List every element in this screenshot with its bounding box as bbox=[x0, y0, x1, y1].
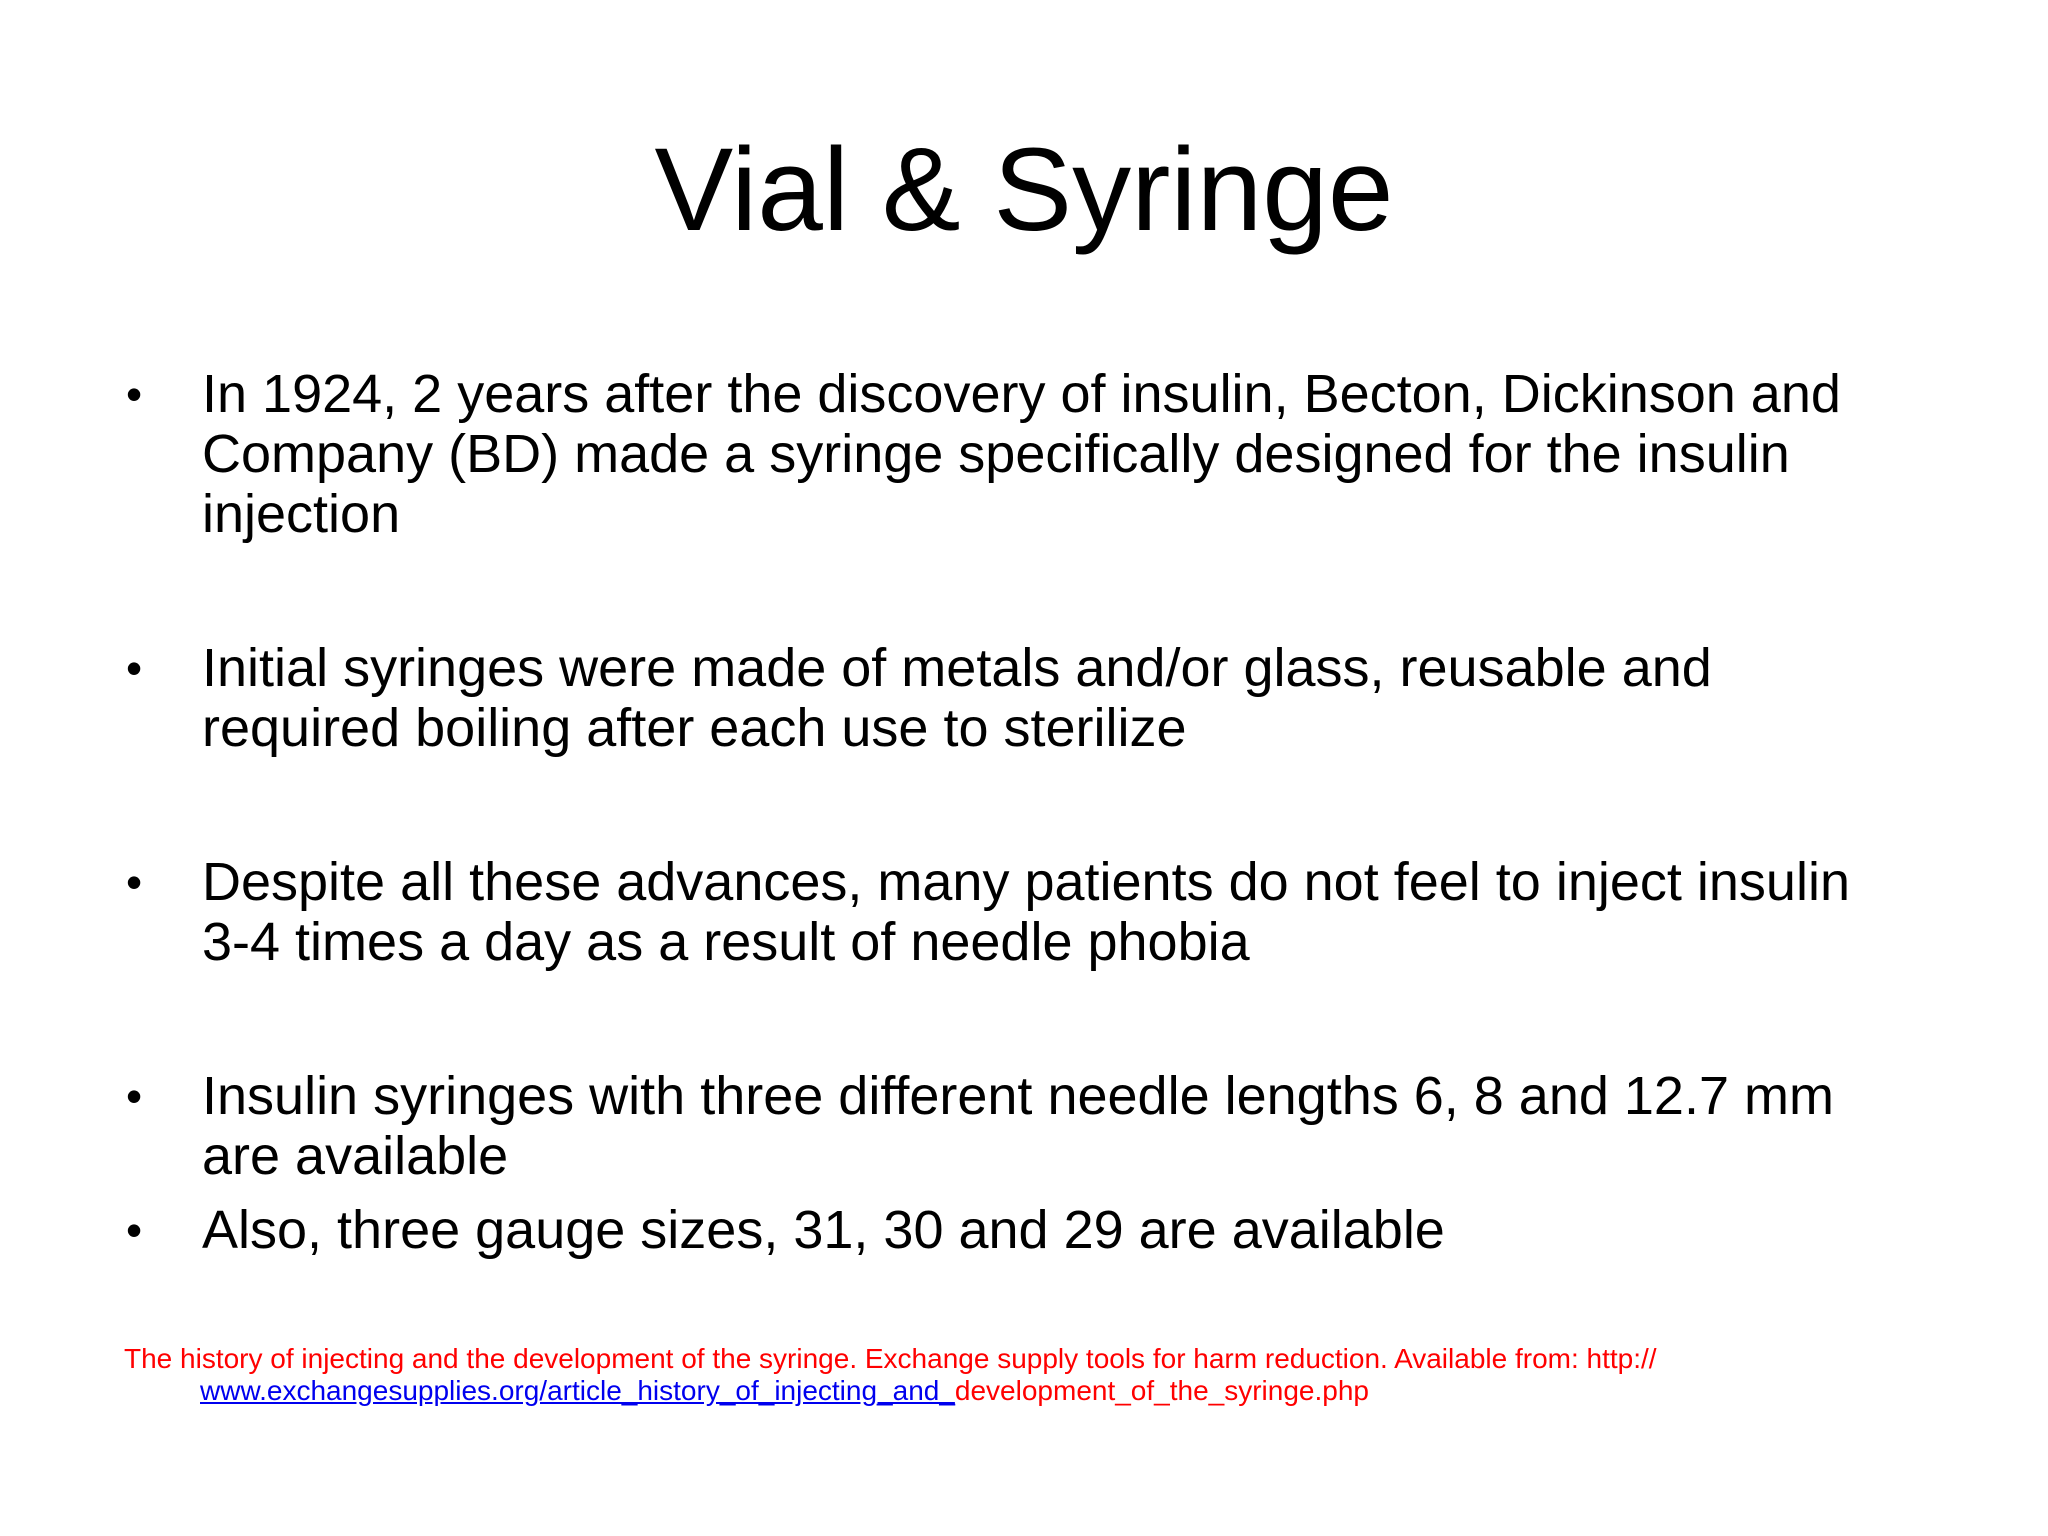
slide-title: Vial & Syringe bbox=[654, 124, 1394, 256]
bullet-list bbox=[120, 364, 1880, 1260]
citation-link[interactable]: www.exchangesupplies.org/article_history_of_injecting_and_ bbox=[200, 1375, 955, 1406]
citation-text: The history of injecting and the development of the syringe. Exchange supply tools for harm reduction. Available from: http:// bbox=[124, 1343, 1657, 1374]
bullet-icon: • bbox=[126, 368, 143, 420]
citation bbox=[124, 1343, 1744, 1407]
bullet-text: Also, three gauge sizes, 31, 30 and 29 are available bbox=[202, 1200, 1445, 1260]
bullet-text: Insulin syringes with three different needle lengths 6, 8 and 12.7 mm are available bbox=[202, 1066, 1834, 1186]
bullet-icon: • bbox=[126, 856, 143, 908]
citation-trailing-text: development_of_the_syringe.php bbox=[954, 1375, 1369, 1406]
bullet-item bbox=[120, 1200, 1880, 1260]
bullet-item bbox=[120, 638, 1880, 758]
bullet-text: Initial syringes were made of metals and/or glass, reusable and required boiling after each use to sterilize bbox=[202, 638, 1712, 758]
citation-line-2 bbox=[124, 1375, 1744, 1407]
bullet-icon: • bbox=[126, 1070, 143, 1122]
bullet-text: In 1924, 2 years after the discovery of insulin, Becton, Dickinson and Company (BD) made a syringe specifically designed for the insulin injection bbox=[202, 364, 1841, 544]
bullet-item bbox=[120, 364, 1880, 544]
bullet-text: Despite all these advances, many patients do not feel to inject insulin 3-4 times a day as a result of needle phobia bbox=[202, 852, 1850, 972]
bullet-icon: • bbox=[126, 642, 143, 694]
bullet-item bbox=[120, 852, 1880, 972]
bullet-item bbox=[120, 1066, 1880, 1186]
bullet-icon: • bbox=[126, 1204, 143, 1256]
